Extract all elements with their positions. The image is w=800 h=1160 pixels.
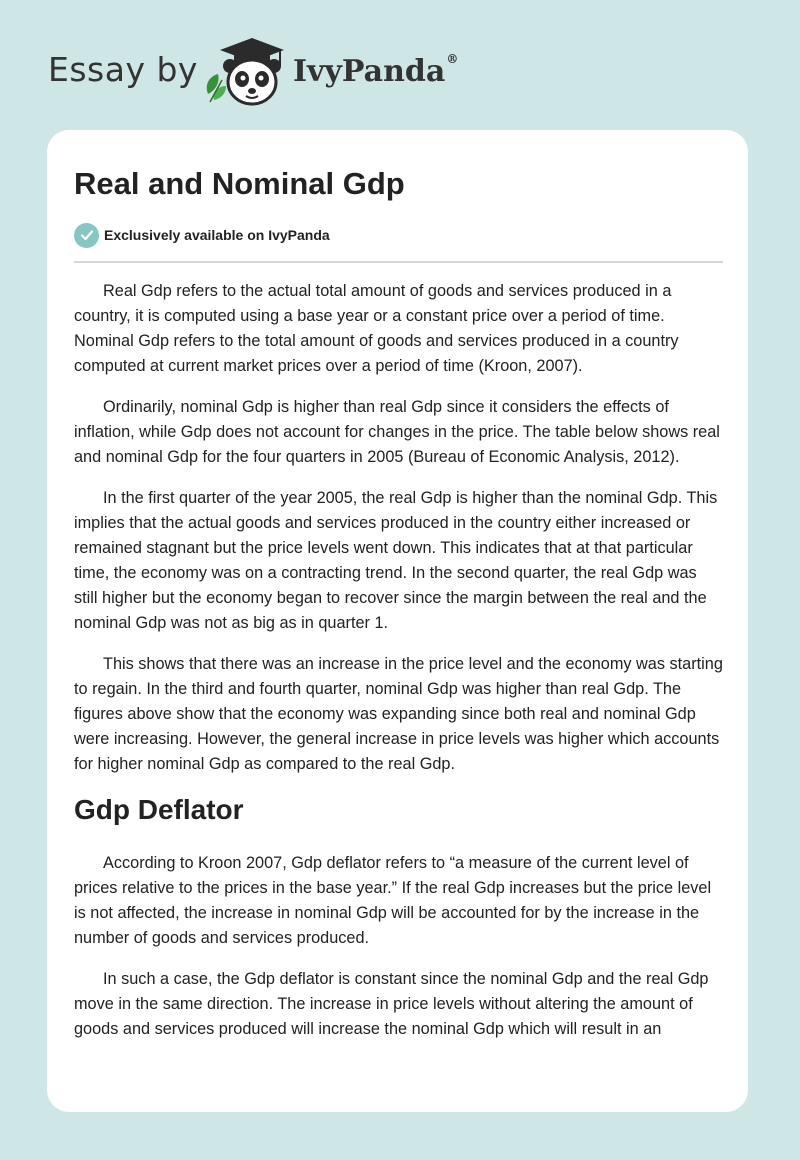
section-heading: Gdp Deflator — [74, 794, 244, 825]
paragraph: In such a case, the Gdp deflator is constant since the nominal Gdp and the real Gdp move in the same direction. The increase in price levels without altering the amount of goods and services produced will increase the nominal Gdp which will result in an — [74, 970, 709, 1038]
exclusive-badge-label: Exclusively available on IvyPanda — [104, 227, 330, 243]
paragraph: In the first quarter of the year 2005, the real Gdp is higher than the nominal Gdp. This implies that the actual goods and services produced in the country either increased or remained stagnant but the price levels went down. This indicates that at that particular time, the economy was on a contracting trend. In the second quarter, the real Gdp was still higher but the economy began to recover since the margin between the real and the nominal Gdp was not as big as in quarter 1. — [74, 489, 718, 632]
checkmark-icon — [74, 223, 99, 248]
exclusive-badge — [74, 222, 330, 248]
divider — [74, 261, 723, 263]
leaf-icon — [207, 74, 226, 102]
paragraph: Real Gdp refers to the actual total amount of goods and services produced in a country, it is computed using a base year or a constant price over a period of time. Nominal Gdp refers to the total amount of goods and services produced in a country computed at current market prices over a period of time (Kroon, 2007). — [74, 282, 679, 375]
registered-mark: ® — [446, 52, 459, 66]
essay-by-label: Essay by — [48, 50, 198, 89]
panda-logo-icon[interactable] — [200, 36, 290, 108]
article-body — [74, 279, 724, 1058]
paragraph: This shows that there was an increase in the price level and the economy was starting to regain. In the third and fourth quarter, nominal Gdp was higher than real Gdp. The figures above show that the economy was expanding since both real and nominal Gdp were increasing. However, the general increase in price levels was higher which accounts for higher nominal Gdp as compared to the real Gdp. — [74, 655, 723, 773]
paragraph: Ordinarily, nominal Gdp is higher than real Gdp since it considers the effects of inflation, while Gdp does not account for changes in the price. The table below shows real and nominal Gdp for the four quarters in 2005 (Bureau of Economic Analysis, 2012). — [74, 398, 720, 466]
site-header — [0, 0, 800, 130]
essay-card — [47, 130, 748, 1112]
page-title: Real and Nominal Gdp — [74, 166, 405, 201]
brand-name[interactable] — [293, 52, 458, 89]
paragraph: According to Kroon 2007, Gdp deflator refers to “a measure of the current level of prices relative to the prices in the base year.” If the real Gdp increases but the price level is not affected, the increase in nominal Gdp will be accounted for by the increase in the number of goods and services produced. — [74, 854, 712, 947]
brand-name-text: IvyPanda — [293, 54, 446, 89]
